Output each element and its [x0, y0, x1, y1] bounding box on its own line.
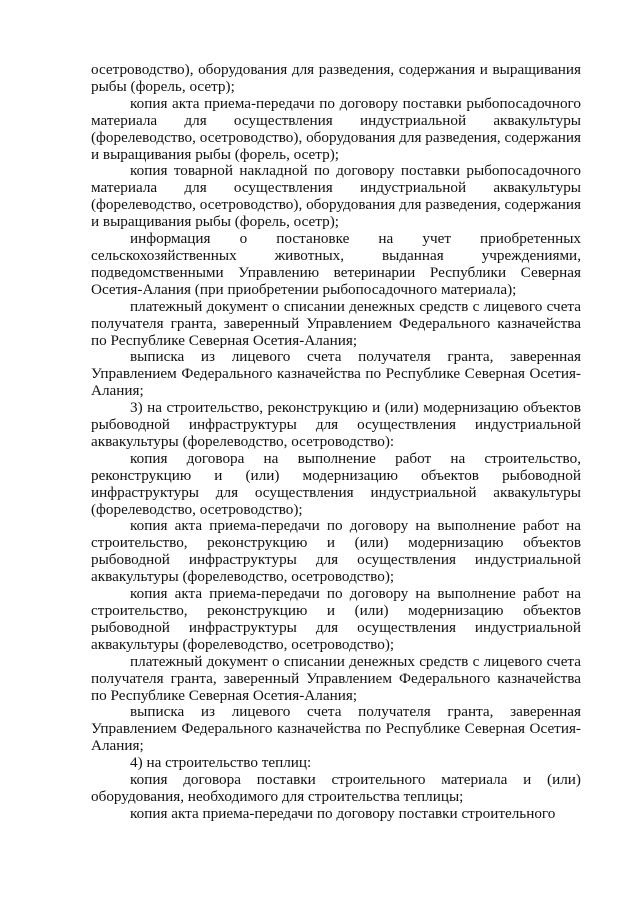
paragraph-11: платежный документ о списании денежных средств с лицевого счета получателя гранта, заверенный Управлением Федерального казначейства по Республике Северная Осетия-Алания;	[91, 652, 581, 704]
paragraph-13: 4) на строительство теплиц:	[130, 754, 312, 772]
paragraph-9: копия акта приема-передачи по договору на выполнение работ на строительство, реконструкцию и (или) модернизацию объектов рыбоводной инфраструктуры для осуществления индустриальной аквакультуры (форелеводство, осетроводство);	[91, 517, 581, 586]
paragraph-8: копия договора на выполнение работ на строительство, реконструкцию и (или) модернизацию объектов рыбоводной инфраструктуры для осуществления индустриальной аквакультуры (форелеводство, осетроводство);	[91, 449, 581, 518]
paragraph-10: копия акта приема-передачи по договору на выполнение работ на строительство, реконструкцию и (или) модернизацию объектов рыбоводной инфраструктуры для осуществления индустриальной аквакультуры (форелеводство, осетроводство);	[91, 585, 581, 653]
document-page	[91, 62, 581, 823]
paragraph-4: информация о постановке на учет приобретенных сельскохозяйственных животных, выданная учреждениями, подведомственными Управлению ветеринарии Республики Северная Осетия-Алания (при приобретении рыбопосадочного материала);	[91, 230, 581, 298]
paragraph-3: копия товарной накладной по договору поставки рыбопосадочного материала для осуществления индустриальной аквакультуры (форелеводство, осетроводство), оборудования для разведения, содержания и выращивания рыбы (форель, осетр);	[91, 162, 581, 231]
paragraph-7: 3) на строительство, реконструкцию и (или) модернизацию объектов рыбоводной инфраструктуры для осуществления индустриальной аквакультуры (форелеводство, осетроводство):	[91, 399, 581, 450]
paragraph-1: осетроводство), оборудования для разведения, содержания и выращивания рыбы (форель, осетр);	[91, 61, 581, 95]
paragraph-12: выписка из лицевого счета получателя гранта, заверенная Управлением Федерального казначейства по Республике Северная Осетия-Алания;	[91, 703, 581, 755]
paragraph-6: выписка из лицевого счета получателя гранта, заверенная Управлением Федерального казначейства по Республике Северная Осетия-Алания;	[91, 348, 581, 400]
paragraph-15: копия акта приема-передачи по договору поставки строительного	[130, 804, 556, 822]
paragraph-14: копия договора поставки строительного материала и (или) оборудования, необходимого для строительства теплицы;	[91, 771, 581, 805]
paragraph-5: платежный документ о списании денежных средств с лицевого счета получателя гранта, заверенный Управлением Федерального казначейства по Республике Северная Осетия-Алания;	[91, 297, 581, 349]
paragraph-2: копия акта приема-передачи по договору поставки рыбопосадочного материала для осуществления индустриальной аквакультуры (форелеводство, осетроводство), оборудования для разведения, содержания и выращивания рыбы (форель, осетр);	[91, 94, 581, 163]
